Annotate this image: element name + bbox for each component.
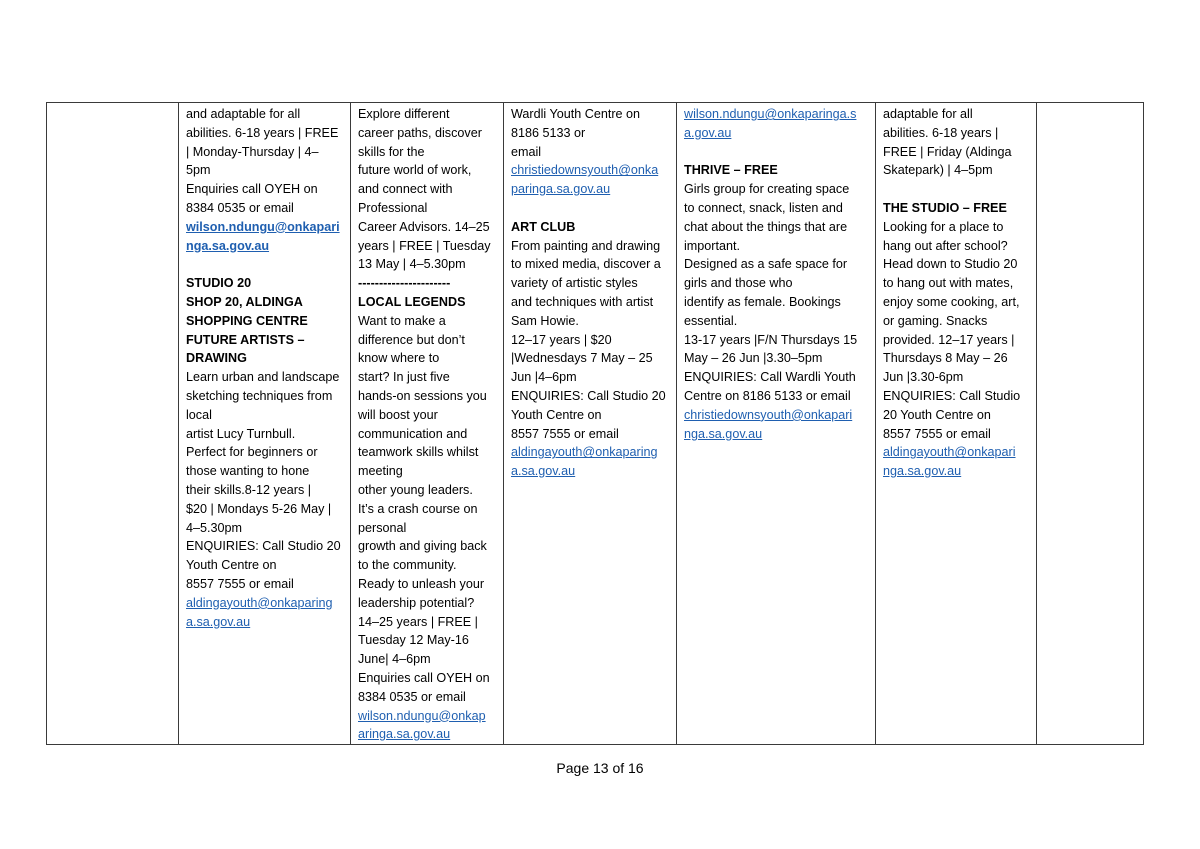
text-line: career paths, discover [358,125,482,140]
text-line: enjoy some cooking, art, [883,294,1020,309]
text-line [186,255,344,274]
email-link[interactable]: wilson.ndungu@onkapari [186,219,340,234]
text-line: Sam Howie. [511,313,579,328]
text-line: Perfect for beginners or [186,445,318,460]
text-line: Career Advisors. 14–25 [358,219,490,234]
text-line: skills for the [358,144,425,159]
text-line: 13 May | 4–5.30pm [358,257,466,272]
text-line: 12–17 years | $20 [511,332,612,347]
text-line: 8557 7555 or email [186,576,294,591]
text-line: FREE | Friday (Aldinga [883,144,1012,159]
section-heading: THRIVE – FREE [684,163,778,178]
text-line: 5pm [186,163,211,178]
text-line: important. [684,238,740,253]
text-line: 8384 0535 or email [186,200,294,215]
text-line: Ready to unleash your [358,576,485,591]
text-line: provided. 12–17 years | [883,332,1015,347]
section-heading: THE STUDIO – FREE [883,200,1007,215]
text-line: Jun |4–6pm [511,370,577,385]
text-line: Enquiries call OYEH on [358,670,490,685]
text-line: Tuesday 12 May-16 [358,633,469,648]
email-link[interactable]: aringa.sa.gov.au [358,727,451,742]
email-link[interactable]: a.sa.gov.au [186,614,251,629]
text-line: other young leaders. [358,482,473,497]
email-link[interactable]: a.sa.gov.au [511,464,576,479]
text-line: Head down to Studio 20 [883,257,1018,272]
text-line: those wanting to hone [186,464,310,479]
text-line: to the community. [358,558,457,573]
text-line: Thursdays 8 May – 26 [883,351,1008,366]
text-line: to mixed media, discover a [511,257,661,272]
text-line: 14–25 years | FREE | [358,614,478,629]
section-heading: ART CLUB [511,219,576,234]
text-line: ENQUIRIES: Call Studio 20 [186,539,341,554]
text-line: Designed as a safe space for [684,257,848,272]
text-line: Enquiries call OYEH on [186,182,318,197]
email-link[interactable]: nga.sa.gov.au [186,238,270,253]
text-line: ENQUIRIES: Call Wardli Youth [684,370,856,385]
text-line: 13-17 years |F/N Thursdays 15 [684,332,858,347]
table-cell-col7 [1037,103,1144,745]
text-line: local [186,407,212,422]
text-line: ENQUIRIES: Call Studio 20 [511,388,666,403]
text-line: |Wednesdays 7 May – 25 [511,351,653,366]
text-line: to connect, snack, listen and [684,200,843,215]
email-link[interactable]: aldingayouth@onkapari [883,445,1016,460]
text-line [883,180,1030,199]
text-line: sketching techniques from [186,388,333,403]
email-link[interactable]: aldingayouth@onkaparing [511,445,658,460]
email-link[interactable]: aldingayouth@onkaparing [186,595,333,610]
text-line: to hang out with mates, [883,276,1014,291]
text-line: growth and giving back [358,539,487,554]
text-line: start? In just five [358,370,450,385]
text-line: It’s a crash course on [358,501,478,516]
table-cell-col5 [677,103,876,745]
text-line: leadership potential? [358,595,475,610]
text-line: identify as female. Bookings [684,294,841,309]
text-line: 20 Youth Centre on [883,407,991,422]
text-line: Explore different [358,107,450,121]
text-line: Youth Centre on [511,407,602,422]
page-number: Page 13 of 16 [556,760,644,776]
schedule-table [46,102,1144,745]
section-heading: STUDIO 20 [186,276,252,291]
text-line: Professional [358,200,428,215]
text-line: Skatepark) | 4–5pm [883,163,993,178]
text-line: 4–5.30pm [186,520,243,535]
text-line: or gaming. Snacks [883,313,988,328]
email-link[interactable]: christiedownsyouth@onka [511,163,659,178]
text-line: and connect with [358,182,453,197]
text-line [684,143,869,162]
text-line: hang out after school? [883,238,1008,253]
email-link[interactable]: christiedownsyouth@onkapari [684,407,853,422]
section-heading: SHOP 20, ALDINGA [186,294,303,309]
email-link[interactable]: nga.sa.gov.au [883,464,962,479]
text-line: their skills.8-12 years | [186,482,312,497]
section-heading: ---------------------- [358,276,451,291]
table-row [47,103,1144,745]
text-line: 8384 0535 or email [358,689,466,704]
text-line: difference but don’t [358,332,465,347]
text-line: know where to [358,351,440,366]
text-line: variety of artistic styles [511,276,638,291]
email-link[interactable]: wilson.ndungu@onkaparinga.s [684,107,857,121]
text-line: and adaptable for all [186,107,301,121]
text-line: adaptable for all [883,107,973,121]
text-line: girls and those who [684,276,793,291]
text-line [511,199,670,218]
text-line: 8557 7555 or email [511,426,619,441]
text-line: 8186 5133 or [511,125,586,140]
text-line: personal [358,520,407,535]
text-line: Jun |3.30-6pm [883,370,964,385]
text-line: Wardli Youth Centre on [511,107,641,121]
text-line: artist Lucy Turnbull. [186,426,296,441]
text-line: will boost your [358,407,438,422]
text-line: June| 4–6pm [358,652,431,667]
email-link[interactable]: wilson.ndungu@onkap [358,708,486,723]
text-line: $20 | Mondays 5-26 May | [186,501,332,516]
text-line: Centre on 8186 5133 or email [684,388,851,403]
text-line: Want to make a [358,313,446,328]
text-line: 8557 7555 or email [883,426,991,441]
text-line: future world of work, [358,163,472,178]
table-cell-col4 [504,103,677,745]
section-heading: DRAWING [186,351,247,366]
text-line: and techniques with artist [511,294,654,309]
email-link[interactable]: paringa.sa.gov.au [511,182,611,197]
text-line: From painting and drawing [511,238,661,253]
section-heading: SHOPPING CENTRE [186,313,308,328]
section-heading: FUTURE ARTISTS – [186,332,305,347]
table-cell-col6 [876,103,1037,745]
table-cell-col2 [179,103,351,745]
text-line: Looking for a place to [883,219,1004,234]
table-cell-col1 [47,103,179,745]
text-line: communication and [358,426,468,441]
text-line: teamwork skills whilst [358,445,479,460]
text-line: abilities. 6-18 years | FREE [186,125,339,140]
text-line: ENQUIRIES: Call Studio [883,388,1021,403]
text-line: | Monday-Thursday | 4– [186,144,319,159]
text-line: essential. [684,313,738,328]
text-line: Youth Centre on [186,558,277,573]
email-link[interactable]: a.gov.au [684,125,732,140]
text-line: Learn urban and landscape [186,370,340,385]
email-link[interactable]: nga.sa.gov.au [684,426,763,441]
table-cell-col3 [351,103,504,745]
text-line: chat about the things that are [684,219,848,234]
text-line: May – 26 Jun |3.30–5pm [684,351,823,366]
text-line: years | FREE | Tuesday [358,238,491,253]
text-line: abilities. 6-18 years | [883,125,999,140]
text-line: Girls group for creating space [684,182,850,197]
text-line: meeting [358,464,403,479]
section-heading: LOCAL LEGENDS [358,294,466,309]
text-line: hands-on sessions you [358,388,487,403]
text-line: email [511,144,542,159]
